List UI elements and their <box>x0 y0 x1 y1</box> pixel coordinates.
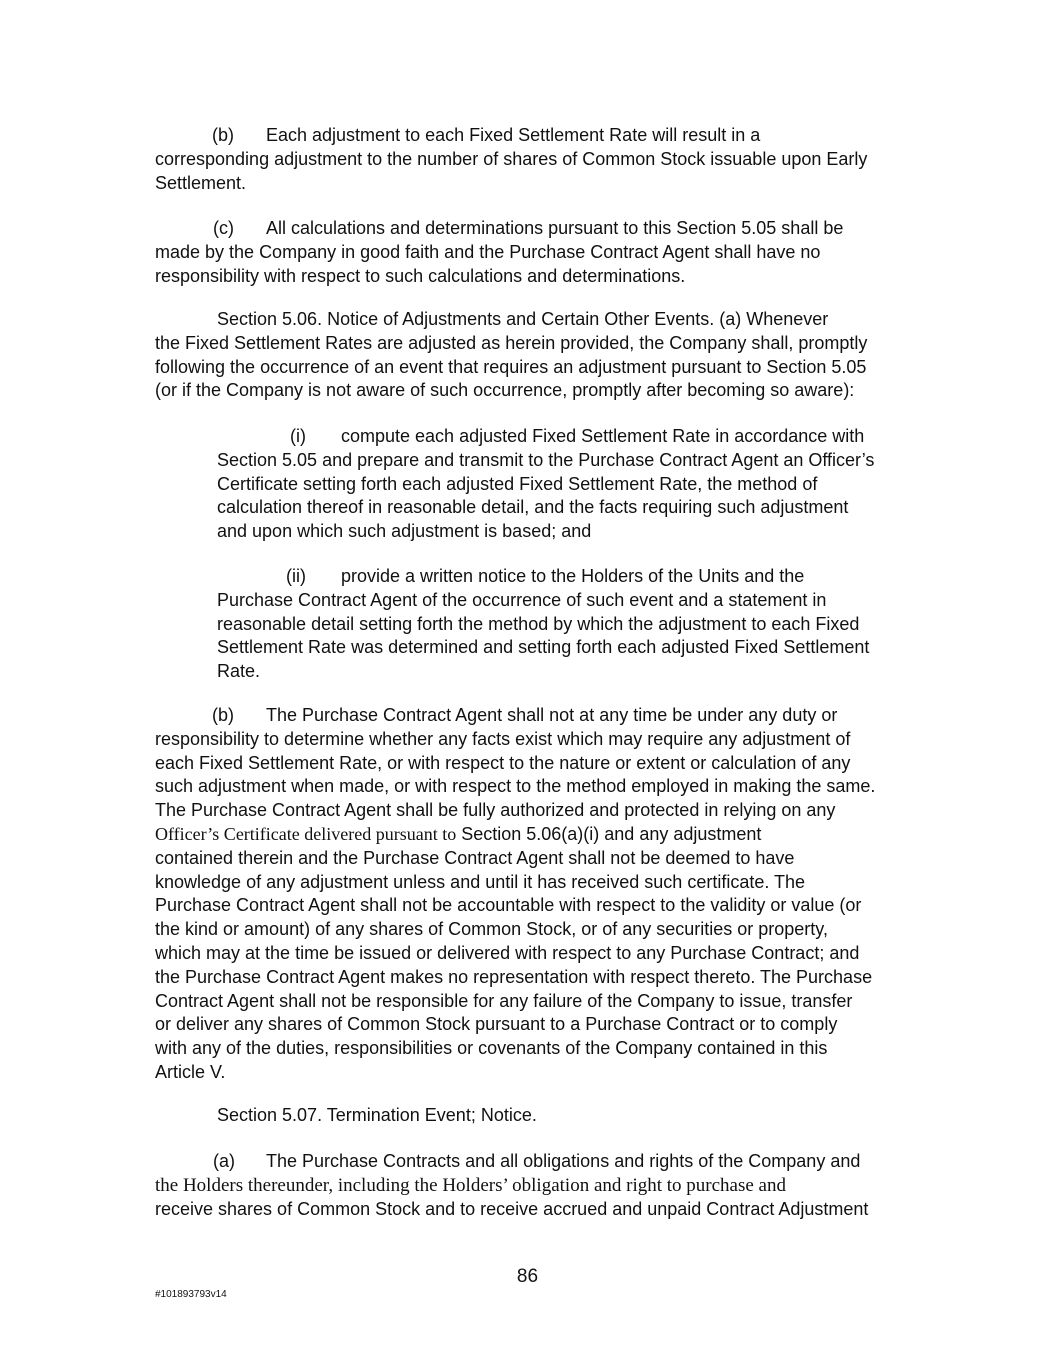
section-5-07 <box>155 1104 905 1128</box>
text-line: receive shares of Common Stock and to receive accrued and unpaid Contract Adjustment <box>155 1198 869 1219</box>
paragraph-5-06-a-i <box>217 425 907 544</box>
text-line: with any of the duties, responsibilities or covenants of the Company contained in this <box>155 1038 828 1059</box>
text-line: and upon which such adjustment is based; and <box>217 521 592 542</box>
line-text: provide a written notice to the Holders of the Units and the <box>341 566 805 586</box>
text-line: Section 5.05 and prepare and transmit to the Purchase Contract Agent an Officer’s <box>217 449 875 470</box>
text-line: the Fixed Settlement Rates are adjusted as herein provided, the Company shall, promptly <box>155 332 868 353</box>
line-text: Each adjustment to each Fixed Settlement Rate will result in a <box>266 125 761 145</box>
paragraph-label: (c) <box>213 218 234 238</box>
text-line: the kind or amount) of any shares of Common Stock, or of any securities or property, <box>155 919 828 940</box>
text-line: The Purchase Contract Agent shall be fully authorized and protected in relying on any <box>155 800 836 821</box>
page-number: 86 <box>516 1266 539 1287</box>
paragraph-label: (b) <box>212 705 234 725</box>
paragraph-5-05-c <box>155 217 905 288</box>
text-line <box>155 823 905 847</box>
line-text: The Purchase Contract Agent shall not at any time be under any duty or <box>266 705 838 725</box>
line-text: All calculations and determinations pursuant to this Section 5.05 shall be <box>266 218 844 238</box>
paragraph-5-06-b <box>155 704 905 1085</box>
text-line: responsibility with respect to such calculations and determinations. <box>155 265 686 286</box>
text-line: knowledge of any adjustment unless and until it has received such certificate. The <box>155 871 806 892</box>
text-line <box>155 704 905 728</box>
text-line: corresponding adjustment to the number of shares of Common Stock issuable upon Early <box>155 148 868 169</box>
section-heading-text: Section 5.07. Termination Event; Notice. <box>217 1105 537 1125</box>
text-line <box>155 308 905 332</box>
text-line: Purchase Contract Agent of the occurrence of such event and a statement in <box>217 589 827 610</box>
text-line: the Holders thereunder, including the Holders’ obligation and right to purchase and <box>155 1174 786 1196</box>
text-line: each Fixed Settlement Rate, or with respect to the nature or extent or calculation of any <box>155 752 851 773</box>
paragraph-5-06-a-ii <box>217 565 907 684</box>
text-line: Article V. <box>155 1061 226 1082</box>
text-line <box>155 124 905 148</box>
text-line: the Purchase Contract Agent makes no representation with respect thereto. The Purchase <box>155 966 873 987</box>
section-heading-text: Section 5.06. Notice of Adjustments and Certain Other Events. (a) Whenever <box>217 309 829 329</box>
text-line: Settlement Rate was determined and setting forth each adjusted Fixed Settlement <box>217 637 870 658</box>
line-text: Section 5.06(a)(i) and any adjustment <box>456 823 762 844</box>
paragraph-label: (b) <box>212 125 234 145</box>
text-line: calculation thereof in reasonable detail, and the facts requiring such adjustment <box>217 497 849 518</box>
paragraph-5-05-b <box>155 124 905 195</box>
line-text-serif: Officer’s Certificate delivered pursuant to <box>155 823 457 844</box>
text-line <box>217 565 907 589</box>
paragraph-5-07-a <box>155 1150 905 1221</box>
section-5-06 <box>155 308 905 403</box>
text-line: Settlement. <box>155 172 247 193</box>
paragraph-label: (i) <box>290 426 306 446</box>
text-line <box>155 1150 905 1174</box>
text-line: Purchase Contract Agent shall not be accountable with respect to the validity or value (or <box>155 895 862 916</box>
text-line: (or if the Company is not aware of such occurrence, promptly after becoming so aware): <box>155 380 855 401</box>
line-text: compute each adjusted Fixed Settlement Rate in accordance with <box>341 426 865 446</box>
document-id: #101893793v14 <box>155 1289 227 1300</box>
text-line <box>217 425 907 449</box>
text-line: Certificate setting forth each adjusted Fixed Settlement Rate, the method of <box>217 473 818 494</box>
text-line: contained therein and the Purchase Contract Agent shall not be deemed to have <box>155 847 795 868</box>
text-line: following the occurrence of an event that requires an adjustment pursuant to Section 5.05 <box>155 356 867 377</box>
text-line: Rate. <box>217 661 261 682</box>
text-line: made by the Company in good faith and the Purchase Contract Agent shall have no <box>155 241 821 262</box>
text-line <box>155 217 905 241</box>
text-line: reasonable detail setting forth the method by which the adjustment to each Fixed <box>217 613 860 634</box>
text-line: such adjustment when made, or with respect to the method employed in making the same. <box>155 776 876 797</box>
text-line: which may at the time be issued or delivered with respect to any Purchase Contract; and <box>155 942 860 963</box>
text-line <box>155 1104 905 1128</box>
text-line: responsibility to determine whether any facts exist which may require any adjustment of <box>155 728 851 749</box>
paragraph-label: (ii) <box>286 566 306 586</box>
paragraph-label: (a) <box>213 1151 235 1171</box>
line-text: The Purchase Contracts and all obligations and rights of the Company and <box>266 1151 861 1171</box>
text-line: Contract Agent shall not be responsible for any failure of the Company to issue, transfer <box>155 990 853 1011</box>
text-line: or deliver any shares of Common Stock pursuant to a Purchase Contract or to comply <box>155 1014 838 1035</box>
